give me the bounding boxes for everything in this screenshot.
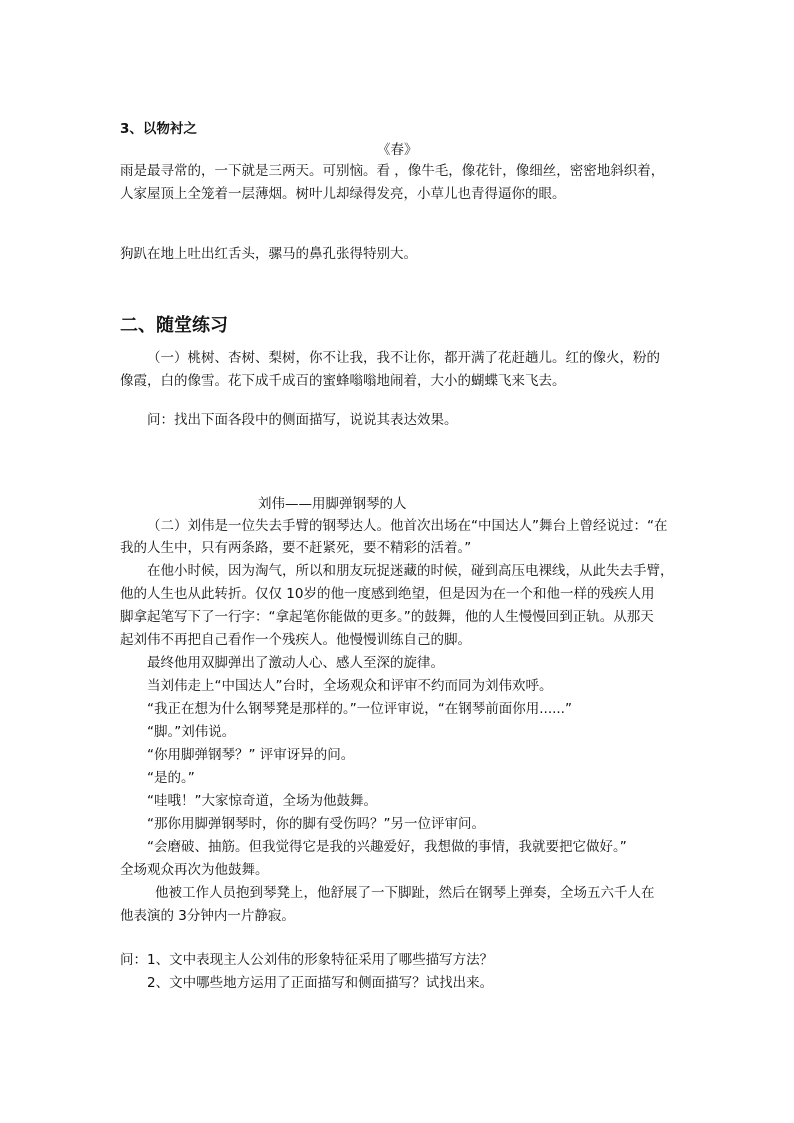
poem-title: 《春》 bbox=[377, 142, 418, 158]
exercise-line: （一）桃树、杏树、梨树，你不让我，我不让你，都开满了花赶趟儿。红的像火，粉的 bbox=[147, 350, 660, 366]
question-2: 2、文中哪些地方运用了正面描写和侧面描写？试找出来。 bbox=[147, 975, 494, 991]
article-line: “脚。”刘伟说。 bbox=[147, 724, 236, 740]
section-heading-contrast: 3、以物衬之 bbox=[120, 121, 197, 137]
article-line: 当刘伟走上“中国达人”台时，全场观众和评审不约而同为刘伟欢呼。 bbox=[147, 678, 553, 694]
article-line: 他被工作人员抱到琴凳上，他舒展了一下脚趾，然后在钢琴上弹奏，全场五六千人在 bbox=[155, 885, 655, 901]
article-line: 起刘伟不再把自己看作一个残疾人。他慢慢训练自己的脚。 bbox=[120, 632, 471, 648]
paragraph-line: 狗趴在地上吐出红舌头，骡马的鼻孔张得特别大。 bbox=[120, 246, 417, 262]
article-line: 脚拿起笔写下了一行字：“拿起笔你能做的更多。”的鼓舞，他的人生慢慢回到正轨。从那天 bbox=[120, 609, 654, 625]
question-1: 问：1、文中表现主人公刘伟的形象特征采用了哪些描写方法？ bbox=[120, 952, 494, 968]
paragraph-line: 人家屋顶上全笼着一层薄烟。树叶儿却绿得发亮，小草儿也青得逼你的眼。 bbox=[120, 186, 566, 202]
exercise-line: 像霞，白的像雪。花下成千成百的蜜蜂嗡嗡地闹着，大小的蝴蝶飞来飞去。 bbox=[120, 373, 566, 389]
section-heading-practice: 二、随堂练习 bbox=[120, 315, 228, 336]
paragraph-line: 雨是最寻常的，一下就是三两天。可别恼。看 ，像牛毛，像花针，像细丝，密密地斜织着， bbox=[120, 163, 665, 179]
article-line: “那你用脚弹钢琴时，你的脚有受伤吗？”另一位评审问。 bbox=[147, 816, 485, 832]
article-line: “会磨破、抽筋。但我觉得它是我的兴趣爱好，我想做的事情，我就要把它做好。” bbox=[147, 839, 627, 855]
article-title: 刘伟——用脚弹钢琴的人 bbox=[258, 496, 407, 512]
article-line: “你用脚弹钢琴？” 评审讶异的问。 bbox=[147, 747, 355, 763]
exercise-question: 问：找出下面各段中的侧面描写，说说其表达效果。 bbox=[147, 412, 458, 428]
article-line: “哇哦！”大家惊奇道，全场为他鼓舞。 bbox=[147, 793, 377, 809]
article-line: 在他小时候，因为淘气，所以和朋友玩捉迷藏的时候，碰到高压电裸线，从此失去手臂， bbox=[147, 563, 674, 579]
article-line: （二）刘伟是一位失去手臂的钢琴达人。他首次出场在“中国达人”舞台上曾经说过：“在 bbox=[147, 518, 668, 534]
article-line: 全场观众再次为他鼓舞。 bbox=[120, 862, 269, 878]
article-line: 他表演的 3分钟内一片静寂。 bbox=[120, 908, 295, 924]
article-line: 最终他用双脚弹出了激动人心、感人至深的旋律。 bbox=[147, 655, 444, 671]
article-line: 我的人生中，只有两条路，要不赶紧死，要不精彩的活着。” bbox=[120, 540, 472, 556]
article-line: 他的人生也从此转折。仅仅 10岁的他一度感到绝望，但是因为在一个和他一样的残疾人用 bbox=[120, 586, 655, 602]
article-line: “是的。” bbox=[147, 770, 195, 786]
article-line: “我正在想为什么钢琴凳是那样的。”一位评审说，“在钢琴前面你用......” bbox=[147, 701, 572, 717]
